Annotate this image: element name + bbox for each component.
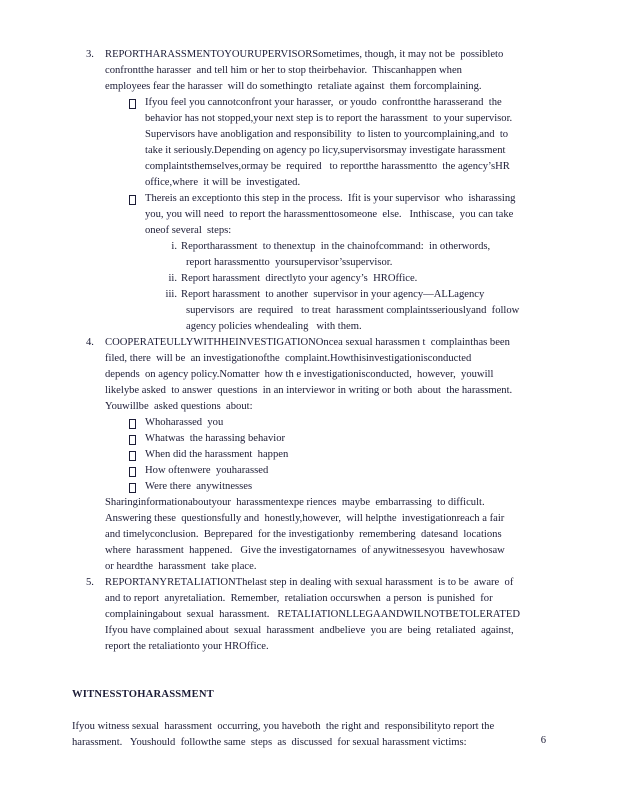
- text-line: [0, 559, 618, 575]
- line-text: COOPERATEULLYWITHHEINVESTIGATIONOncea sexual harassmen t complainthas been: [105, 337, 510, 348]
- text-line: [0, 591, 618, 607]
- line-text: Sharinginformationaboutyour harassmentexpe riences maybe embarrassing to difficult.: [105, 497, 485, 508]
- line-text: employees fear the harasser will do somethingto retaliate against them forcomplaining.: [105, 81, 482, 92]
- line-text: complaintsthemselves,ormay be required to reportthe harassmentto the agency’sHR: [145, 161, 510, 172]
- text-line: [0, 543, 618, 559]
- page-number: 6: [540, 735, 546, 746]
- line-text: Whatwas the harassing behavior: [145, 433, 286, 444]
- text-line: [0, 607, 618, 623]
- bullet-box-icon: [129, 195, 136, 205]
- section-heading: [0, 687, 618, 703]
- text-line: [0, 175, 618, 191]
- text-line: [0, 127, 618, 143]
- line-text: agency policies whendealing with them.: [186, 321, 362, 332]
- line-text: behavior has not stopped,your next step is to report the harassment to your supervisor.: [145, 113, 513, 124]
- line-text: Reportharassment to thenextup in the chainofcommand: in otherwords,: [181, 241, 491, 252]
- line-text: Ifyou feel you cannotconfront your harasser, or youdo confrontthe harasserand the: [145, 97, 502, 108]
- bullet-box-icon: [129, 467, 136, 477]
- roman-numeral: i.: [171, 241, 177, 252]
- line-text: Ifyou witness sexual harassment occurring, you haveboth the right and responsibilityto report the: [72, 721, 495, 732]
- text-line: [0, 63, 618, 79]
- line-text: complainingabout sexual harassment. RETALIATIONLLEGAANDWILNOTBETOLERATED: [105, 609, 520, 620]
- list-number: 4.: [86, 337, 94, 348]
- line-text: report the retaliationto your HROffice.: [105, 641, 269, 652]
- text-line: [0, 495, 618, 511]
- text-line: [0, 383, 618, 399]
- roman-item-line: [0, 271, 618, 287]
- bullet-box-icon: [129, 435, 136, 445]
- text-line: [0, 351, 618, 367]
- text-line: [0, 79, 618, 95]
- line-text: supervisors are required to treat harassment complaintsseriouslyand follow: [186, 305, 520, 316]
- document-body: [0, 47, 618, 751]
- text-line: [0, 255, 618, 271]
- text-line: [0, 223, 618, 239]
- text-line: [0, 367, 618, 383]
- line-text: Ifyou have complained about sexual harassment andbelieve you are being retaliated against,: [105, 625, 514, 636]
- bullet-box-icon: [129, 99, 136, 109]
- bullet-item-line: [0, 191, 618, 207]
- line-text: Thereis an exceptionto this step in the process. Ifit is your supervisor who isharassing: [145, 193, 516, 204]
- roman-numeral: iii.: [165, 289, 177, 300]
- text-line: [0, 527, 618, 543]
- line-text: REPORTHARASSMENTOYOURUPERVISORSometimes, though, it may not be possibleto: [105, 49, 504, 60]
- line-text: Report harassment directlyto your agency’s HROffice.: [181, 273, 418, 284]
- text-line: [0, 639, 618, 655]
- bullet-item-line: [0, 463, 618, 479]
- text-line: [0, 399, 618, 415]
- text-line: [0, 111, 618, 127]
- line-text: office,where it will be investigated.: [145, 177, 301, 188]
- line-text: oneof several steps:: [145, 225, 232, 236]
- bullet-item-line: [0, 415, 618, 431]
- line-text: Youwillbe asked questions about:: [105, 401, 253, 412]
- text-line: [0, 207, 618, 223]
- roman-item-line: [0, 287, 618, 303]
- line-text: REPORTANYRETALIATIONThelast step in dealing with sexual harassment is to be aware of: [105, 577, 514, 588]
- line-text: Answering these questionsfully and honestly,however, will helpthe investigationreach a fair: [105, 513, 505, 524]
- bullet-box-icon: [129, 419, 136, 429]
- line-text: When did the harassment happen: [145, 449, 289, 460]
- line-text: report harassmentto yoursupervisor’ssupervisor.: [186, 257, 393, 268]
- bullet-box-icon: [129, 483, 136, 493]
- line-text: WITNESSTOHARASSMENT: [72, 689, 214, 700]
- roman-item-line: [0, 239, 618, 255]
- line-text: where harassment happened. Give the investigatornames of anywitnessesyou havewhosaw: [105, 545, 505, 556]
- list-item-line: [0, 47, 618, 63]
- line-text: depends on agency policy.Nomatter how th e investigationisconducted, however, youwill: [105, 369, 494, 380]
- text-line: [0, 623, 618, 639]
- line-text: likelybe asked to answer questions in an interviewor in writing or both about the harassment.: [105, 385, 513, 396]
- text-line: [0, 159, 618, 175]
- roman-numeral: ii.: [168, 273, 177, 284]
- line-text: and timelyconclusion. Beprepared for the investigationby remembering datesand locations: [105, 529, 502, 540]
- line-text: Whoharassed you: [145, 417, 224, 428]
- line-text: Supervisors have anobligation and responsibility to listen to yourcomplaining,and to: [145, 129, 509, 140]
- line-text: How oftenwere youharassed: [145, 465, 269, 476]
- list-number: 3.: [86, 49, 94, 60]
- line-text: you, you will need to report the harassmenttosomeone else. Inthiscase, you can take: [145, 209, 514, 220]
- line-text: Were there anywitnesses: [145, 481, 253, 492]
- text-line: [0, 319, 618, 335]
- line-text: filed, there will be an investigationofthe complaint.Howthisinvestigationisconducted: [105, 353, 472, 364]
- text-line: [0, 303, 618, 319]
- text-line: [0, 143, 618, 159]
- list-number: 5.: [86, 577, 94, 588]
- text-line: [0, 511, 618, 527]
- bullet-item-line: [0, 479, 618, 495]
- line-text: harassment. Youshould followthe same steps as discussed for sexual harassment victims:: [72, 737, 467, 748]
- line-text: Report harassment to another supervisor in your agency—ALLagency: [181, 289, 485, 300]
- bullet-item-line: [0, 447, 618, 463]
- line-text: take it seriously.Depending on agency po licy,supervisorsmay investigate harassment: [145, 145, 506, 156]
- list-item-line: [0, 575, 618, 591]
- line-text: or heardthe harassment take place.: [105, 561, 257, 572]
- line-text: and to report anyretaliation. Remember, retaliation occurswhen a person is punished for: [105, 593, 493, 604]
- list-item-line: [0, 335, 618, 351]
- bullet-item-line: [0, 95, 618, 111]
- bullet-item-line: [0, 431, 618, 447]
- bullet-box-icon: [129, 451, 136, 461]
- line-text: confrontthe harasser and tell him or her to stop theirbehavior. Thiscanhappen when: [105, 65, 462, 76]
